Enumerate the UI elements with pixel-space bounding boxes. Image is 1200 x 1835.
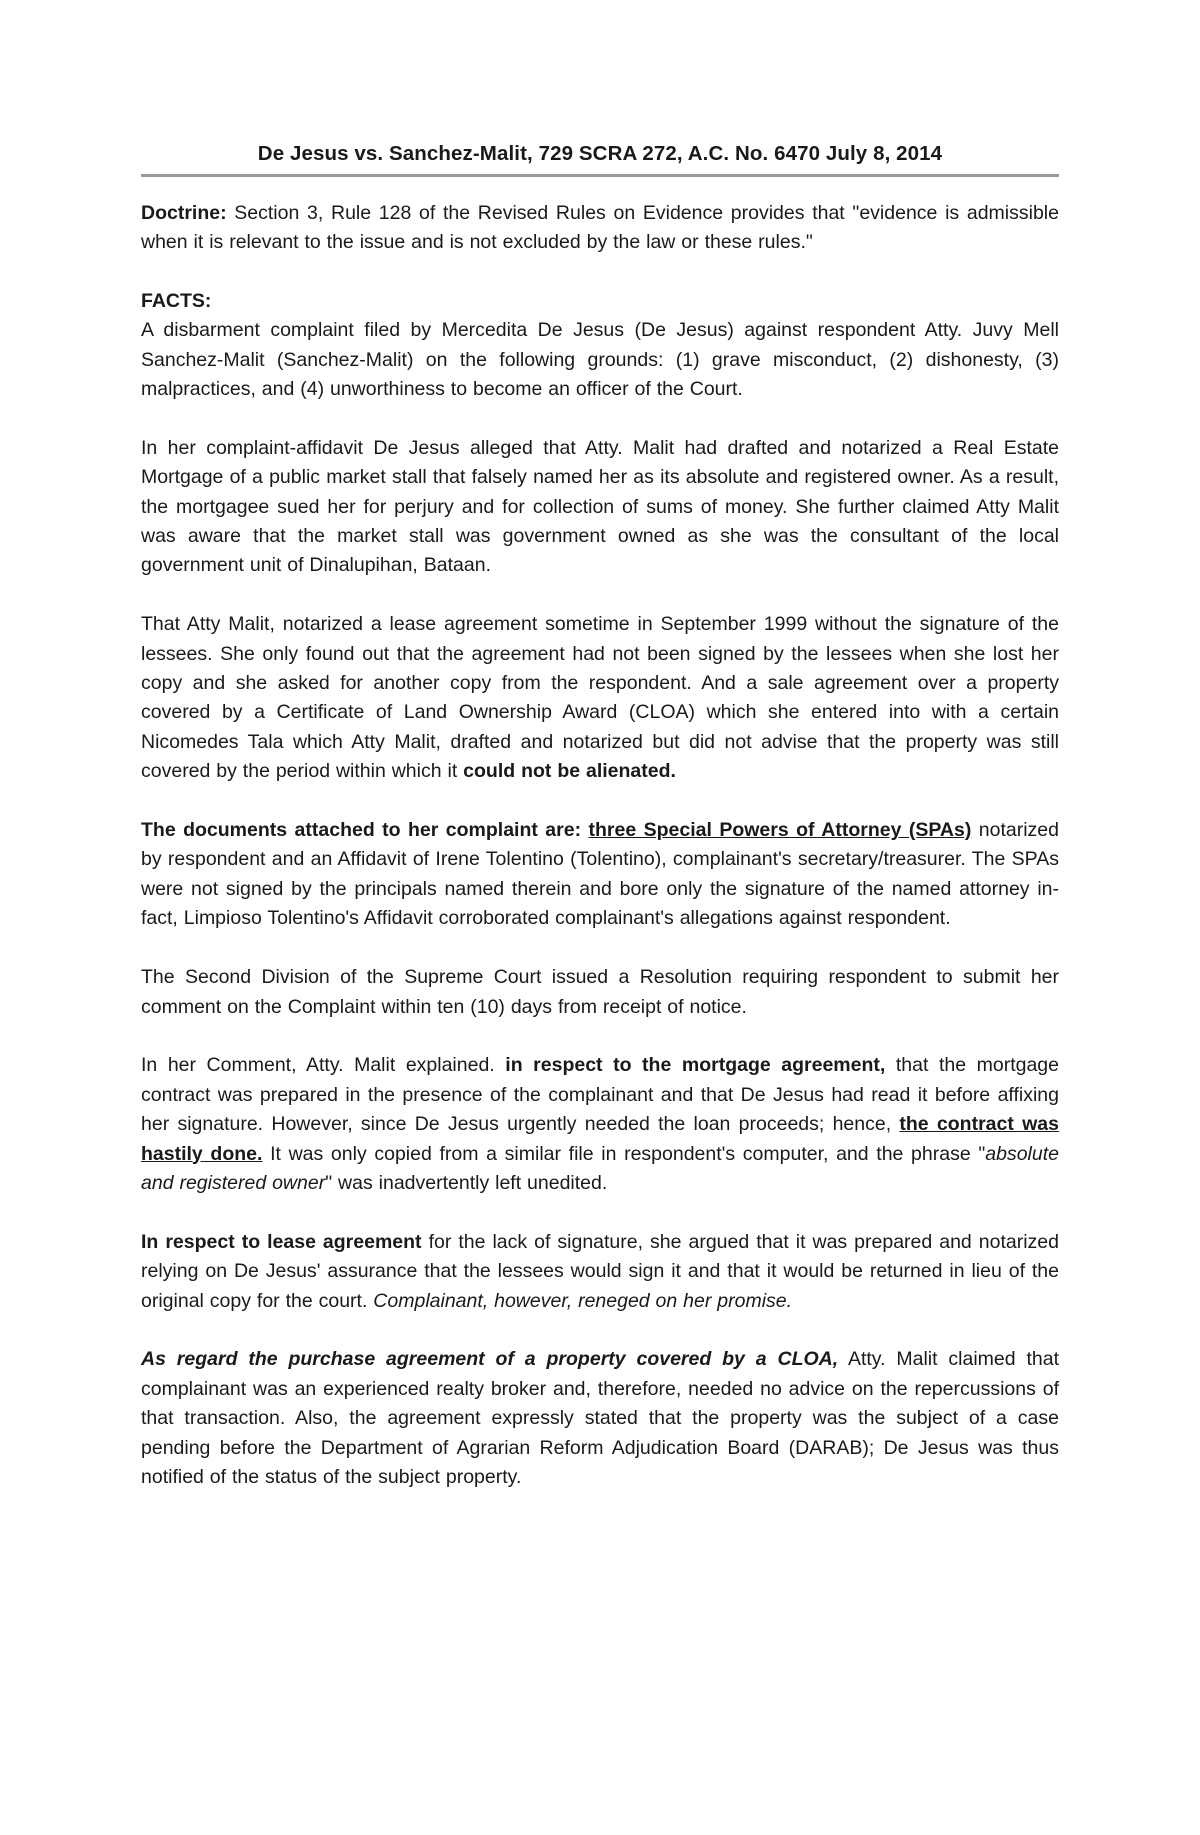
document-page	[141, 0, 1059, 1492]
p6-underline: the contract was hastily done.	[141, 1113, 1059, 1165]
doctrine-label: Doctrine:	[141, 202, 227, 224]
p6-a: In her Comment, Atty. Malit explained.	[141, 1054, 506, 1077]
facts-paragraph-6	[141, 1051, 1059, 1198]
p6-italic: absolute and registered owner	[141, 1142, 1059, 1194]
p3-text: That Atty Malit, notarized a lease agreement sometime in September 1999 without the signature of the lessees. She only found out that the agreement had not been signed by the lessees when she lost her copy and she asked for another copy from the respondent. And a sale agreement over a property covered by a Certificate of Land Ownership Award (CLOA) which she entered into with a certain Nicomedes Tala which Atty Malit, drafted and notarized but did not advise that the property was still covered by the period within which it	[141, 613, 1059, 783]
p6-bold: in respect to the mortgage agreement,	[505, 1054, 886, 1077]
p6-b: that the mortgage contract was prepared in the presence of the complainant and that De Jesus had read it before affixing her signature. However, since De Jesus urgently needed the loan proceeds; hence,	[141, 1054, 1059, 1136]
doctrine-text: Section 3, Rule 128 of the Revised Rules on Evidence provides that "evidence is admissible when it is relevant to the issue and is not excluded by the law or these rules."	[141, 202, 1059, 254]
facts-paragraph-2: In her complaint-affidavit De Jesus alleged that Atty. Malit had drafted and notarized a Real Estate Mortgage of a public market stall that falsely named her as its absolute and registered owner. As a result, the mortgagee sued her for perjury and for collection of sums of money. She further claimed Atty Malit was aware that the market stall was government owned as she was the consultant of the local government unit of Dinalupihan, Bataan.	[141, 436, 1059, 577]
p6-c: It was only copied from a similar file in respondent's computer, and the phrase "	[262, 1142, 986, 1165]
p6-d: " was inadvertently left unedited.	[325, 1171, 608, 1194]
facts-heading: FACTS:	[141, 289, 212, 312]
p8-bolditalic: As regard the purchase agreement of a property covered by a CLOA,	[141, 1348, 839, 1371]
case-title: De Jesus vs. Sanchez-Malit, 729 SCRA 272, A.C. No. 6470 July 8, 2014	[257, 142, 943, 165]
p7-italic: Complainant, however, reneged on her promise.	[373, 1289, 793, 1312]
facts-paragraph-3	[141, 610, 1059, 786]
p3-bold: could not be alienated.	[463, 760, 676, 783]
p8-text: Atty. Malit claimed that complainant was an experienced realty broker and, therefore, needed no advice on the repercussions of that transaction. Also, the agreement expressly stated that the property was the subject of a case pending before the Department of Agrarian Reform Adjudication Board (DARAB); De Jesus was thus notified of the status of the subject property.	[141, 1348, 1060, 1488]
facts-paragraph-5: The Second Division of the Supreme Court issued a Resolution requiring respondent to submit her comment on the Complaint within ten (10) days from receipt of notice.	[141, 966, 1059, 1018]
p7-text: for the lack of signature, she argued that it was prepared and notarized relying on De Jesus' assurance that the lessees would sign it and that it would be returned in lieu of the original copy for the court.	[141, 1230, 1060, 1312]
p4-underline: three Special Powers of Attorney (SPAs)	[588, 819, 972, 842]
p4-bold: The documents attached to her complaint are:	[141, 819, 589, 842]
facts-paragraph-1: A disbarment complaint filed by Mercedita De Jesus (De Jesus) against respondent Atty. Juvy Mell Sanchez-Malit (Sanchez-Malit) on the following grounds: (1) grave misconduct, (2) dishonesty, (3) malpractices, and (4) unworthiness to become an officer of the Court.	[141, 319, 1059, 401]
facts-paragraph-4	[141, 816, 1059, 934]
doctrine-paragraph	[141, 199, 1059, 258]
facts-paragraph-8	[141, 1345, 1059, 1492]
title-divider	[141, 174, 1059, 177]
facts-paragraph-7	[141, 1228, 1059, 1316]
p7-bold: In respect to lease agreement	[141, 1230, 422, 1253]
p4-text: notarized by respondent and an Affidavit of Irene Tolentino (Tolentino), complainant's secretary/treasurer. The SPAs were not signed by the principals named therein and bore only the signature of the named attorney in-fact, Limpioso Tolentino's Affidavit corroborated complainant's allegations against respondent.	[141, 819, 1059, 930]
